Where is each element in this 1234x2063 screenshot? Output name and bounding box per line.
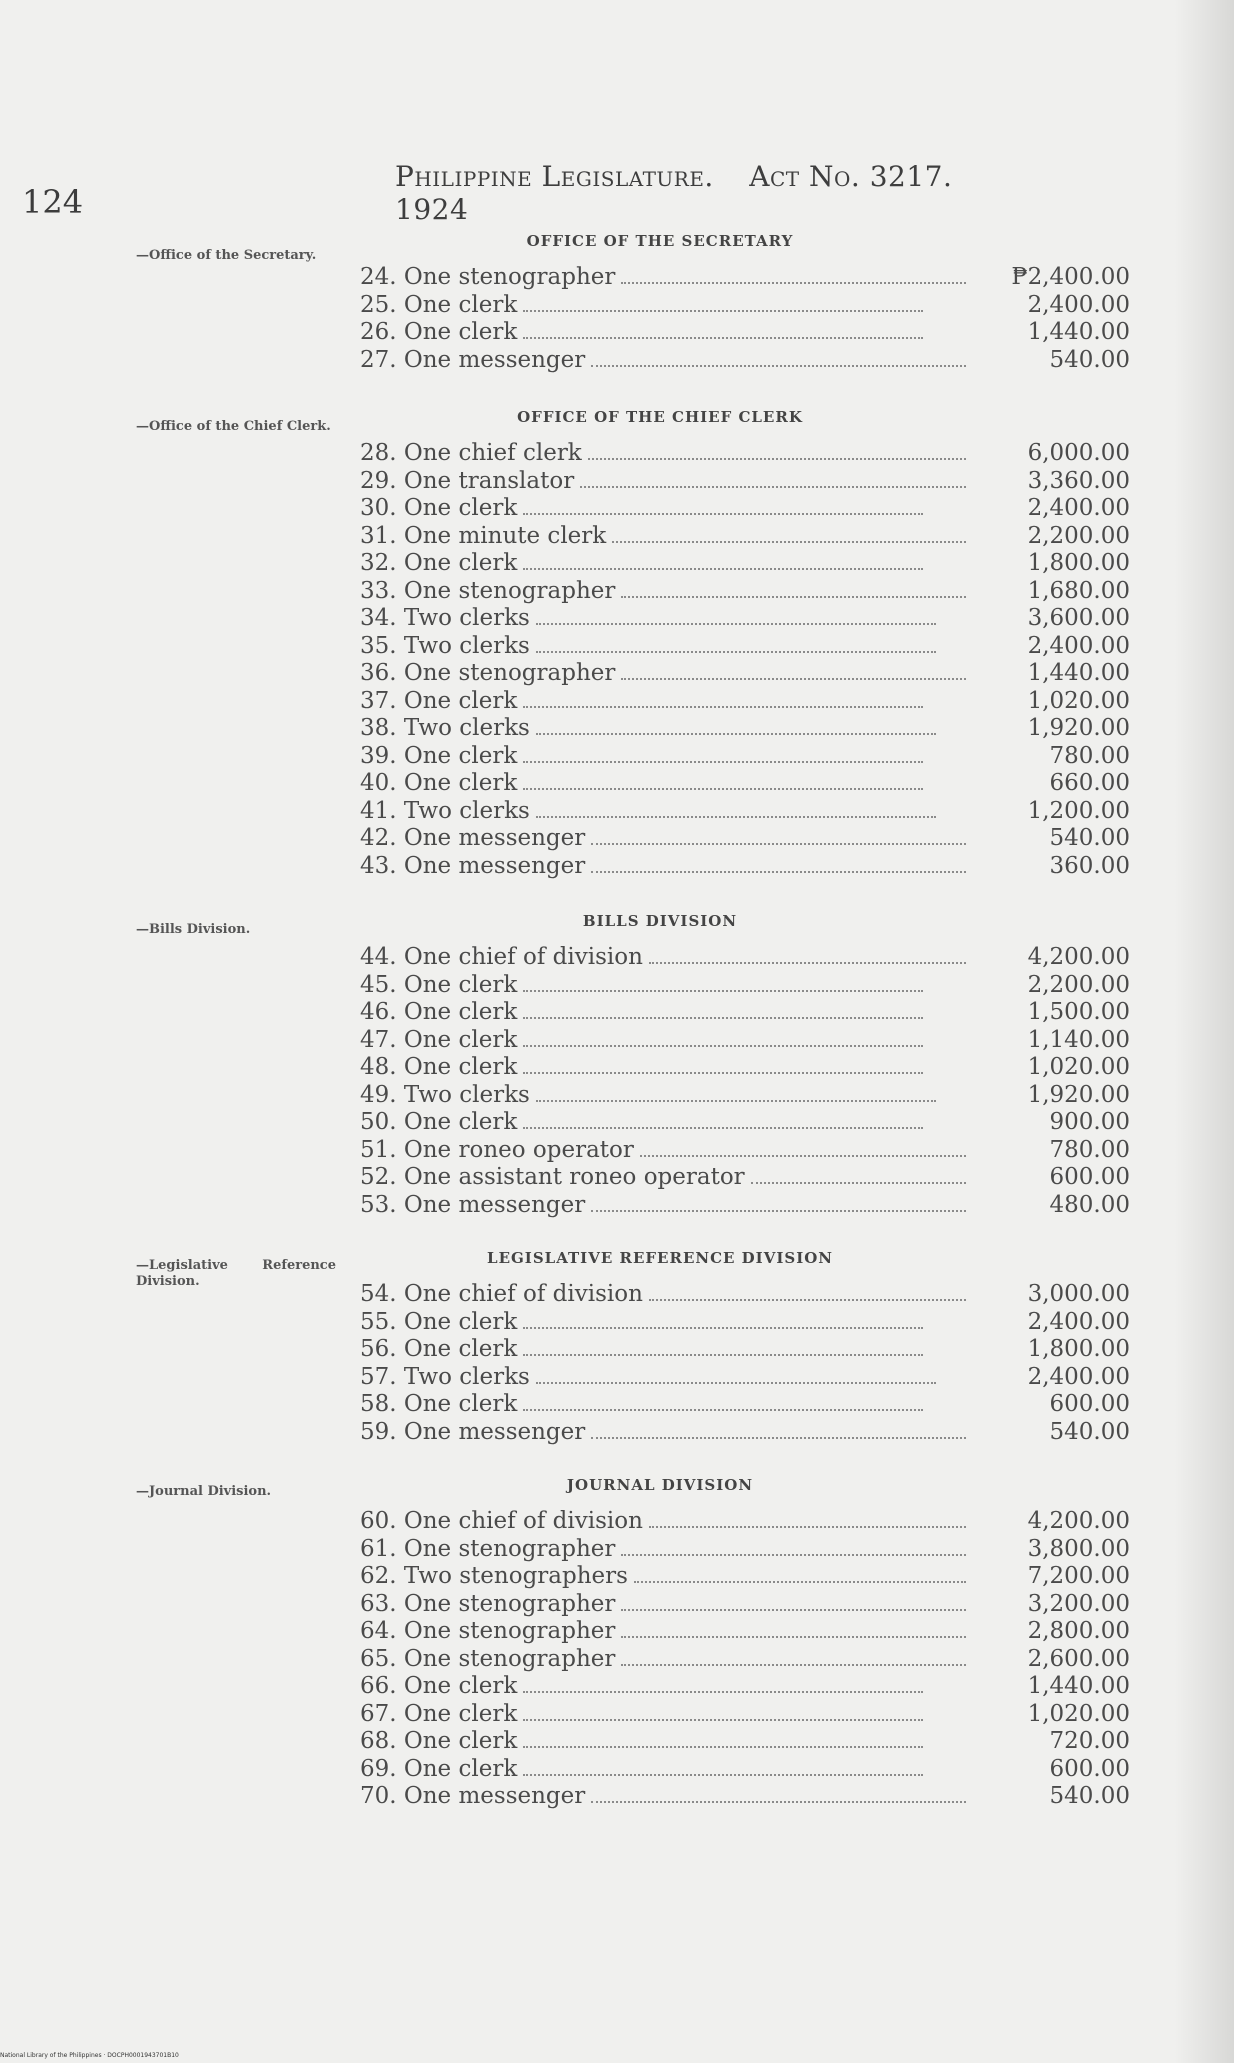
appropriation-entry	[360, 825, 1130, 853]
entry-amount: 3,200.00	[1027, 1590, 1130, 1617]
entry-amount: 780.00	[1049, 742, 1130, 769]
dot-leader	[536, 623, 936, 625]
entry-label: 49. Two clerks	[360, 1081, 530, 1108]
entry-label: 37. One clerk	[360, 687, 518, 714]
entry-label: 32. One clerk	[360, 550, 518, 576]
entry-amount: 1,020.00	[1027, 1700, 1130, 1727]
entry-label: 44. One chief of division	[360, 944, 643, 970]
appropriation-entry	[360, 1164, 1130, 1192]
dot-leader	[536, 1382, 936, 1384]
appropriation-entry	[360, 1082, 1130, 1110]
dot-leader	[523, 1017, 923, 1019]
dot-leader	[523, 1327, 923, 1329]
entry-amount: 3,800.00	[1027, 1535, 1130, 1562]
section-heading: OFFICE OF THE SECRETARY	[526, 232, 794, 250]
appropriation-entry	[360, 1419, 1130, 1447]
entry-label: 28. One chief clerk	[360, 440, 582, 466]
entry-amount: 1,020.00	[1027, 1054, 1130, 1080]
entry-label: 45. One clerk	[360, 971, 518, 998]
appropriation-entry	[360, 292, 1130, 320]
appropriation-entry	[360, 1054, 1130, 1082]
dot-leader	[649, 1526, 966, 1528]
section-heading: BILLS DIVISION	[582, 912, 738, 930]
entry-amount: 1,200.00	[1027, 797, 1130, 824]
entry-amount: 2,600.00	[1027, 1645, 1130, 1672]
section-bills-division	[360, 912, 1130, 1219]
entry-label: 25. One clerk	[360, 291, 518, 318]
appropriation-entry	[360, 440, 1130, 468]
dot-leader	[640, 1155, 966, 1157]
appropriation-entry	[360, 1563, 1130, 1591]
entry-amount: 2,400.00	[1027, 1363, 1130, 1390]
dot-leader	[523, 337, 923, 339]
appropriation-entry	[360, 550, 1130, 578]
entry-amount: 7,200.00	[1027, 1563, 1130, 1589]
dot-leader	[580, 486, 966, 488]
dot-leader	[536, 733, 936, 735]
entry-label: 43. One messenger	[360, 852, 586, 879]
entry-amount: 2,400.00	[1027, 632, 1130, 659]
scan-footer-credit: National Library of the Philippines · DOCPH0001943701B10	[0, 2052, 179, 2059]
entry-label: 56. One clerk	[360, 1336, 518, 1362]
appropriation-entry	[360, 1137, 1130, 1165]
entry-amount: 2,200.00	[1027, 522, 1130, 549]
dot-leader	[591, 1437, 966, 1439]
dot-leader	[523, 513, 923, 515]
entry-label: 63. One stenographer	[360, 1590, 616, 1617]
section-journal-division	[360, 1476, 1130, 1811]
appropriation-entry	[360, 743, 1130, 771]
entry-label: 27. One messenger	[360, 346, 586, 373]
appropriation-entry	[360, 1027, 1130, 1055]
margin-note-legislative-reference: —Legislative Reference Division.	[136, 1258, 336, 1289]
running-head-year: 1924	[395, 193, 469, 226]
dot-leader	[621, 282, 966, 284]
scan-edge-shadow	[1174, 0, 1234, 2063]
appropriation-entry	[360, 688, 1130, 716]
entry-label: 55. One clerk	[360, 1308, 518, 1335]
entry-amount: 1,920.00	[1027, 1081, 1130, 1108]
margin-note-bills: —Bills Division.	[136, 922, 251, 937]
entry-amount: 2,800.00	[1027, 1618, 1130, 1644]
entry-label: 51. One roneo operator	[360, 1136, 634, 1163]
entry-label: 53. One messenger	[360, 1191, 586, 1218]
appropriation-entry	[360, 1364, 1130, 1392]
entry-amount: 1,680.00	[1027, 577, 1130, 604]
dot-leader	[612, 541, 966, 543]
entry-label: 41. Two clerks	[360, 797, 530, 824]
section-heading: JOURNAL DIVISION	[566, 1476, 754, 1494]
appropriation-entry	[360, 972, 1130, 1000]
entry-amount: 360.00	[1049, 852, 1130, 879]
section-heading: LEGISLATIVE REFERENCE DIVISION	[487, 1249, 833, 1267]
dot-leader	[621, 1554, 966, 1556]
dot-leader	[591, 365, 966, 367]
appropriation-entry	[360, 1673, 1130, 1701]
dot-leader	[536, 651, 936, 653]
section-office-of-chief-clerk	[360, 408, 1130, 880]
dot-leader	[591, 843, 966, 845]
dot-leader	[523, 1354, 923, 1356]
dot-leader	[751, 1182, 966, 1184]
dot-leader	[523, 990, 923, 992]
dot-leader	[523, 1691, 923, 1693]
entry-label: 70. One messenger	[360, 1783, 586, 1809]
appropriation-entry	[360, 495, 1130, 523]
entry-label: 30. One clerk	[360, 495, 518, 521]
dot-leader	[621, 678, 966, 680]
entry-label: 65. One stenographer	[360, 1645, 616, 1672]
entry-amount: 3,360.00	[1027, 467, 1130, 494]
margin-note-secretary: —Office of the Secretary.	[136, 248, 317, 263]
entry-amount: 1,140.00	[1027, 1026, 1130, 1053]
entry-label: 68. One clerk	[360, 1728, 518, 1754]
entry-amount: 1,800.00	[1027, 1336, 1130, 1362]
entry-label: 26. One clerk	[360, 319, 518, 345]
section-heading: OFFICE OF THE CHIEF CLERK	[517, 408, 803, 426]
dot-leader	[523, 788, 923, 790]
appropriation-entry	[360, 1336, 1130, 1364]
appropriation-entry	[360, 1109, 1130, 1137]
appropriation-entry	[360, 633, 1130, 661]
appropriation-entry	[360, 1281, 1130, 1309]
appropriation-entry	[360, 1728, 1130, 1756]
entry-label: 50. One clerk	[360, 1109, 518, 1135]
entry-label: 48. One clerk	[360, 1054, 518, 1080]
appropriation-entry	[360, 1646, 1130, 1674]
dot-leader	[649, 1299, 966, 1301]
dot-leader	[621, 1636, 966, 1638]
dot-leader	[649, 962, 966, 964]
appropriation-entry	[360, 1536, 1130, 1564]
appropriation-entry	[360, 1618, 1130, 1646]
entry-amount: 2,400.00	[1027, 291, 1130, 318]
entry-label: 38. Two clerks	[360, 715, 530, 741]
dot-leader	[591, 871, 966, 873]
entry-amount: 600.00	[1049, 1755, 1130, 1782]
dot-leader	[523, 1045, 923, 1047]
entry-amount: 2,200.00	[1027, 971, 1130, 998]
appropriation-entry	[360, 798, 1130, 826]
dot-leader	[621, 1609, 966, 1611]
section-legislative-reference-division	[360, 1249, 1130, 1446]
running-head	[395, 160, 1035, 226]
entry-label: 61. One stenographer	[360, 1535, 616, 1562]
appropriation-entry	[360, 1508, 1130, 1536]
dot-leader	[523, 310, 923, 312]
entry-amount: 4,200.00	[1027, 944, 1130, 970]
entry-label: 69. One clerk	[360, 1755, 518, 1782]
entry-amount: 780.00	[1049, 1136, 1130, 1163]
dot-leader	[523, 1409, 923, 1411]
dot-leader	[523, 1072, 923, 1074]
entry-label: 31. One minute clerk	[360, 522, 607, 549]
dot-leader	[634, 1581, 966, 1583]
entry-label: 39. One clerk	[360, 742, 518, 769]
appropriation-entry	[360, 1756, 1130, 1784]
entry-amount: 1,020.00	[1027, 687, 1130, 714]
appropriation-entry	[360, 264, 1130, 292]
appropriation-entry	[360, 1591, 1130, 1619]
appropriation-entry	[360, 1309, 1130, 1337]
entry-label: 64. One stenographer	[360, 1618, 616, 1644]
entry-amount: 900.00	[1049, 1109, 1130, 1135]
dot-leader	[523, 761, 923, 763]
dot-leader	[523, 568, 923, 570]
entry-amount: 720.00	[1049, 1728, 1130, 1754]
appropriation-entry	[360, 523, 1130, 551]
appropriation-entry	[360, 1192, 1130, 1220]
entry-amount: 1,440.00	[1027, 1673, 1130, 1699]
appropriation-entry	[360, 660, 1130, 688]
dot-leader	[523, 1746, 923, 1748]
appropriation-entry	[360, 853, 1130, 881]
appropriation-entry	[360, 1701, 1130, 1729]
entry-amount: 6,000.00	[1027, 440, 1130, 466]
entry-amount: 2,400.00	[1027, 1308, 1130, 1335]
appropriation-entry	[360, 770, 1130, 798]
entry-amount: 4,200.00	[1027, 1508, 1130, 1534]
entry-amount: 2,400.00	[1027, 495, 1130, 521]
dot-leader	[523, 706, 923, 708]
appropriation-entry	[360, 1391, 1130, 1419]
appropriation-entry	[360, 578, 1130, 606]
entry-label: 57. Two clerks	[360, 1363, 530, 1390]
entry-amount: 600.00	[1049, 1164, 1130, 1190]
running-head-act: Act No. 3217.	[749, 160, 953, 193]
dot-leader	[621, 1664, 966, 1666]
entry-label: 24. One stenographer	[360, 264, 616, 290]
entry-amount: 1,440.00	[1027, 660, 1130, 686]
entry-label: 34. Two clerks	[360, 605, 530, 631]
entry-amount: 540.00	[1049, 1418, 1130, 1445]
page-number: 124	[22, 183, 84, 221]
entry-amount: 1,440.00	[1027, 319, 1130, 345]
entry-amount: 3,600.00	[1027, 605, 1130, 631]
dot-leader	[591, 1210, 966, 1212]
entry-amount: 540.00	[1049, 1783, 1130, 1809]
appropriation-entry	[360, 999, 1130, 1027]
entry-label: 58. One clerk	[360, 1391, 518, 1417]
dot-leader	[523, 1127, 923, 1129]
entry-label: 47. One clerk	[360, 1026, 518, 1053]
appropriation-entry	[360, 347, 1130, 375]
entry-amount: 480.00	[1049, 1191, 1130, 1218]
entry-amount: 1,920.00	[1027, 715, 1130, 741]
dot-leader	[591, 1801, 966, 1803]
entry-label: 66. One clerk	[360, 1673, 518, 1699]
entry-amount: 1,800.00	[1027, 550, 1130, 576]
dot-leader	[523, 1774, 923, 1776]
dot-leader	[523, 1719, 923, 1721]
running-head-title: Philippine Legislature.	[395, 160, 714, 193]
entry-amount: 3,000.00	[1027, 1281, 1130, 1307]
entry-label: 52. One assistant roneo operator	[360, 1164, 745, 1190]
entry-amount: ₱2,400.00	[1011, 264, 1130, 290]
entry-label: 42. One messenger	[360, 825, 586, 851]
entry-label: 54. One chief of division	[360, 1281, 643, 1307]
entry-amount: 540.00	[1049, 346, 1130, 373]
appropriation-entry	[360, 605, 1130, 633]
entry-label: 67. One clerk	[360, 1700, 518, 1727]
dot-leader	[588, 458, 966, 460]
entry-label: 29. One translator	[360, 467, 575, 494]
appropriation-entry	[360, 715, 1130, 743]
entry-label: 35. Two clerks	[360, 632, 530, 659]
entry-label: 33. One stenographer	[360, 577, 616, 604]
dot-leader	[536, 816, 936, 818]
entry-amount: 660.00	[1049, 770, 1130, 796]
entry-label: 60. One chief of division	[360, 1508, 643, 1534]
appropriation-entry	[360, 1783, 1130, 1811]
margin-note-journal: —Journal Division.	[136, 1484, 272, 1499]
appropriation-entry	[360, 319, 1130, 347]
appropriation-entry	[360, 468, 1130, 496]
entry-amount: 1,500.00	[1027, 999, 1130, 1025]
entry-label: 36. One stenographer	[360, 660, 616, 686]
dot-leader	[536, 1100, 936, 1102]
dot-leader	[621, 596, 966, 598]
entry-label: 40. One clerk	[360, 770, 518, 796]
entry-label: 59. One messenger	[360, 1418, 586, 1445]
entry-amount: 540.00	[1049, 825, 1130, 851]
section-office-of-secretary	[360, 232, 1130, 374]
entry-label: 46. One clerk	[360, 999, 518, 1025]
entry-label: 62. Two stenographers	[360, 1563, 628, 1589]
appropriation-entry	[360, 944, 1130, 972]
margin-note-chief-clerk: —Office of the Chief Clerk.	[136, 419, 331, 434]
entry-amount: 600.00	[1049, 1391, 1130, 1417]
